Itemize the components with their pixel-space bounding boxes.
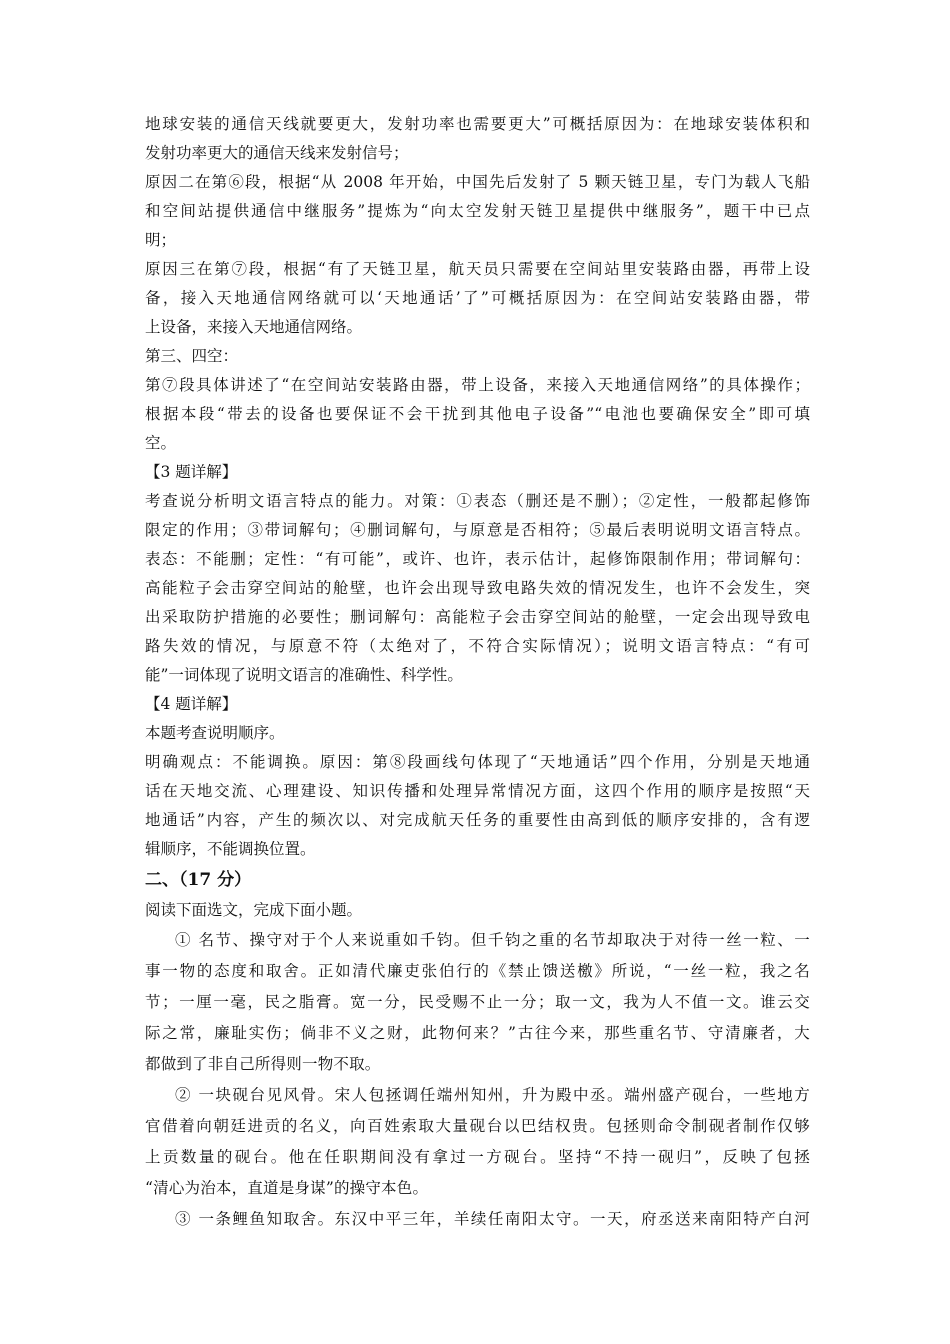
text-line: 明； xyxy=(145,231,177,249)
section-two xyxy=(145,864,810,1235)
passage-line: 际之常，廉耻实伤；倘非不义之财，此物何来？”古往今来，那些重名节、守清廉者，大 xyxy=(145,1024,810,1042)
answer-explanation xyxy=(145,110,810,864)
text-line: 和空间站提供通信中继服务”提炼为“向太空发射天链卫星提供中继服务”，题干中已点 xyxy=(145,202,810,220)
text-line: 限定的作用；③带词解句；④删词解句，与原意是否相符；⑤最后表明说明文语言特点。 xyxy=(145,521,810,539)
section-heading: 二、（17 分） xyxy=(145,870,252,890)
text-line: 地球安装的通信天线就要更大，发射功率也需要更大”可概括原因为：在地球安装体积和 xyxy=(145,115,810,133)
text-line: 能”一词体现了说明文语言的准确性、科学性。 xyxy=(145,666,463,684)
passage-line: 官借着向朝廷进贡的名义，向百姓索取大量砚台以巴结权贵。包拯则命令制砚者制作仅够 xyxy=(145,1117,810,1135)
text-line: 空。 xyxy=(145,434,177,452)
text-line: 原因三在第⑦段，根据“有了天链卫星，航天员只需要在空间站里安装路由器，再带上设 xyxy=(145,260,810,278)
text-line: 发射功率更大的通信天线来发射信号； xyxy=(145,144,409,162)
reading-passage xyxy=(145,925,810,1235)
text-line: 话在天地交流、心理建设、知识传播和处理异常情况方面，这四个作用的顺序是按照“天 xyxy=(145,782,810,800)
passage-line: “清心为治本，直道是身谋”的操守本色。 xyxy=(145,1179,429,1197)
text-line: 上设备，来接入天地通信网络。 xyxy=(145,318,363,336)
passage-line: 事一物的态度和取舍。正如清代廉吏张伯行的《禁止馈送檄》所说，“一丝一粒，我之名 xyxy=(145,962,810,980)
text-line: 高能粒子会击穿空间站的舱壁，也许会出现导致电路失效的情况发生，也许不会发生，突 xyxy=(145,579,810,597)
passage-line: ① 名节、操守对于个人来说重如千钧。但千钧之重的名节却取决于对待一丝一粒、一 xyxy=(175,931,810,949)
subheading: 第三、四空： xyxy=(145,347,239,365)
question-3-heading: 【3 题详解】 xyxy=(145,463,238,481)
document-page xyxy=(145,110,810,1235)
text-line: 考查说分析明文语言特点的能力。对策：①表态（删还是不删）；②定性，一般都起修饰 xyxy=(145,492,810,510)
passage-line: ② 一块砚台见风骨。宋人包拯调任端州知州，升为殿中丞。端州盛产砚台，一些地方 xyxy=(175,1086,810,1104)
question-4-heading: 【4 题详解】 xyxy=(145,695,238,713)
text-line: 本题考查说明顺序。 xyxy=(145,724,285,742)
text-line: 路失效的情况，与原意不符（太绝对了，不符合实际情况）；说明文语言特点：“有可 xyxy=(145,637,810,655)
passage-line: ③ 一条鲤鱼知取舍。东汉中平三年，羊续任南阳太守。一天，府丞送来南阳特产白河 xyxy=(175,1210,810,1228)
text-line: 出采取防护措施的必要性；删词解句：高能粒子会击穿空间站的舱壁，一定会出现导致电 xyxy=(145,608,810,626)
section-instruction: 阅读下面选文，完成下面小题。 xyxy=(145,901,363,919)
passage-line: 节；一厘一毫，民之脂膏。宽一分，民受赐不止一分；取一文，我为人不值一文。谁云交 xyxy=(145,993,810,1011)
text-line: 备，接入天地通信网络就可以‘天地通话’了”可概括原因为：在空间站安装路由器，带 xyxy=(145,289,810,307)
text-line: 明确观点：不能调换。原因：第⑧段画线句体现了“天地通话”四个作用，分别是天地通 xyxy=(145,753,810,771)
passage-line: 上贡数量的砚台。他在任职期间没有拿过一方砚台。坚持“不持一砚归”，反映了包拯 xyxy=(145,1148,810,1166)
text-line: 地通话”内容，产生的频次以、对完成航天任务的重要性由高到低的顺序安排的，含有逻 xyxy=(145,811,810,829)
text-line: 原因二在第⑥段，根据“从 2008 年开始，中国先后发射了 5 颗天链卫星，专门为载人飞船 xyxy=(145,173,810,191)
text-line: 辑顺序，不能调换位置。 xyxy=(145,840,316,858)
text-line: 第⑦段具体讲述了“在空间站安装路由器，带上设备，来接入天地通信网络”的具体操作； xyxy=(145,376,810,394)
text-line: 根据本段“带去的设备也要保证不会干扰到其他电子设备”“电池也要确保安全”即可填 xyxy=(145,405,810,423)
text-line: 表态：不能删；定性：“有可能”，或许、也许，表示估计，起修饰限制作用；带词解句： xyxy=(145,550,810,568)
passage-line: 都做到了非自己所得则一物不取。 xyxy=(145,1055,381,1073)
